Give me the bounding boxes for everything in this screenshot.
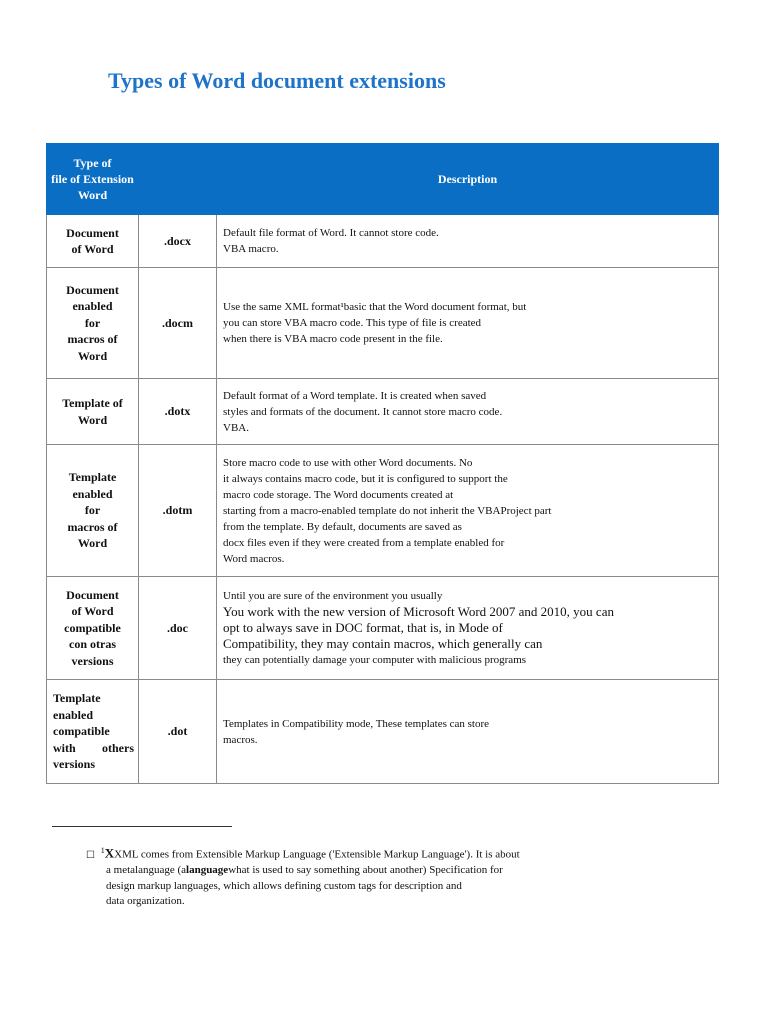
header-type-line: Word bbox=[77, 188, 108, 202]
table-header-row bbox=[47, 144, 719, 215]
extension-cell: .doc bbox=[139, 577, 217, 680]
type-line: Word bbox=[77, 412, 108, 427]
type-cell bbox=[47, 577, 139, 680]
description-line: you can store VBA macro code. This type of file is created bbox=[223, 317, 482, 329]
type-line: compatible bbox=[53, 724, 110, 739]
description-line: styles and formats of the document. It cannot store macro code. bbox=[223, 405, 503, 418]
description-line: Use the same XML format¹basic that the Word document format, but bbox=[223, 301, 527, 313]
type-line: Template bbox=[53, 691, 101, 706]
type-line: of Word bbox=[71, 604, 114, 619]
footnote-bold-text: language bbox=[186, 864, 229, 877]
type-line: enabled bbox=[72, 486, 113, 501]
description-line: macro code storage. The Word documents created at bbox=[223, 488, 454, 501]
footnote-line bbox=[86, 843, 566, 863]
table-row bbox=[47, 577, 719, 680]
type-line: Word bbox=[77, 536, 108, 551]
table-row bbox=[47, 445, 719, 577]
description-line: VBA. bbox=[223, 421, 249, 434]
type-line: macros of bbox=[67, 519, 118, 534]
description-line: macros. bbox=[223, 733, 258, 746]
type-line: Word bbox=[77, 348, 108, 363]
description-line: Until you are sure of the environment you usually bbox=[223, 590, 443, 602]
footnote bbox=[86, 843, 566, 910]
description-line: they can potentially damage your computer with malicious programs bbox=[223, 654, 527, 666]
type-line: Template bbox=[68, 470, 117, 485]
description-cell bbox=[217, 445, 719, 577]
description-cell bbox=[217, 680, 719, 784]
footnote-number: 1 bbox=[100, 846, 105, 855]
type-line: Template of bbox=[62, 396, 123, 410]
extension-cell: .dotm bbox=[139, 445, 217, 577]
footnote-marker: ☐ bbox=[86, 849, 95, 861]
type-line: versions bbox=[53, 757, 95, 772]
header-type bbox=[47, 144, 139, 215]
header-type-line: file of Extension bbox=[51, 172, 134, 186]
footnote-text: XML comes from Extensible Markup Language ('Extensible Markup Language'). It is about bbox=[114, 848, 520, 861]
description-cell bbox=[217, 215, 719, 268]
table-row bbox=[47, 680, 719, 784]
description-line: Word macros. bbox=[223, 552, 285, 565]
description-line: it always contains macro code, but it is configured to support the bbox=[223, 472, 508, 485]
description-line: Store macro code to use with other Word documents. No bbox=[223, 456, 473, 469]
type-line: Document bbox=[66, 225, 119, 240]
description-line: You work with the new version of Microsoft Word 2007 and 2010, you can bbox=[223, 604, 614, 619]
table-row bbox=[47, 215, 719, 268]
description-line: docx files even if they were created from a template enabled for bbox=[223, 536, 505, 549]
type-line: macros of bbox=[67, 332, 118, 347]
type-line: for bbox=[84, 315, 101, 330]
description-line: VBA macro. bbox=[223, 243, 279, 255]
header-extension bbox=[139, 144, 217, 215]
type-line: with others bbox=[53, 740, 134, 755]
type-line: con otras bbox=[69, 637, 116, 652]
type-cell bbox=[47, 445, 139, 577]
extension-cell: .docx bbox=[139, 215, 217, 268]
description-cell bbox=[217, 379, 719, 445]
description-line: starting from a macro-enabled template do not inherit the VBAProject part bbox=[223, 504, 552, 517]
description-line: from the template. By default, documents are saved as bbox=[223, 520, 462, 533]
footnote-text: what is used to say something about another) Specification for bbox=[228, 864, 503, 877]
extensions-table bbox=[46, 143, 719, 784]
type-line: Document bbox=[66, 587, 119, 602]
description-cell bbox=[217, 268, 719, 379]
extension-cell: .dot bbox=[139, 680, 217, 784]
footnote-line: design markup languages, which allows defining custom tags for description and bbox=[106, 879, 462, 892]
type-line: versions bbox=[71, 653, 114, 668]
footnote-line bbox=[86, 863, 566, 879]
description-line: Default file format of Word. It cannot store code. bbox=[223, 227, 439, 239]
type-line: Document bbox=[66, 282, 119, 297]
footnote-x: X bbox=[104, 845, 115, 861]
type-cell bbox=[47, 379, 139, 445]
type-line: enabled bbox=[53, 707, 94, 722]
footnote-separator bbox=[52, 826, 232, 827]
type-line: enabled bbox=[72, 299, 113, 314]
description-line: opt to always save in DOC format, that is, in Mode of bbox=[223, 620, 503, 635]
type-cell bbox=[47, 268, 139, 379]
header-description: Description bbox=[217, 144, 719, 215]
description-line: Default format of a Word template. It is created when saved bbox=[223, 389, 487, 402]
description-line: Compatibility, they may contain macros, which generally can bbox=[223, 636, 543, 651]
description-cell bbox=[217, 577, 719, 680]
type-line: of Word bbox=[71, 242, 114, 256]
type-line: compatible bbox=[64, 620, 121, 635]
footnote-text: a metalanguage (a bbox=[106, 864, 187, 877]
extension-cell: .dotx bbox=[139, 379, 217, 445]
description-line: when there is VBA macro code present in the file. bbox=[223, 333, 443, 345]
description-line: Templates in Compatibility mode, These templates can store bbox=[223, 717, 490, 730]
page-title: Types of Word document extensions bbox=[108, 68, 446, 93]
type-cell bbox=[47, 680, 139, 784]
footnote-line: data organization. bbox=[106, 895, 185, 908]
type-line: for bbox=[84, 503, 101, 518]
extension-cell: .docm bbox=[139, 268, 217, 379]
type-cell bbox=[47, 215, 139, 268]
header-type-line: Type of bbox=[73, 156, 112, 170]
table-row bbox=[47, 379, 719, 445]
table-row bbox=[47, 268, 719, 379]
